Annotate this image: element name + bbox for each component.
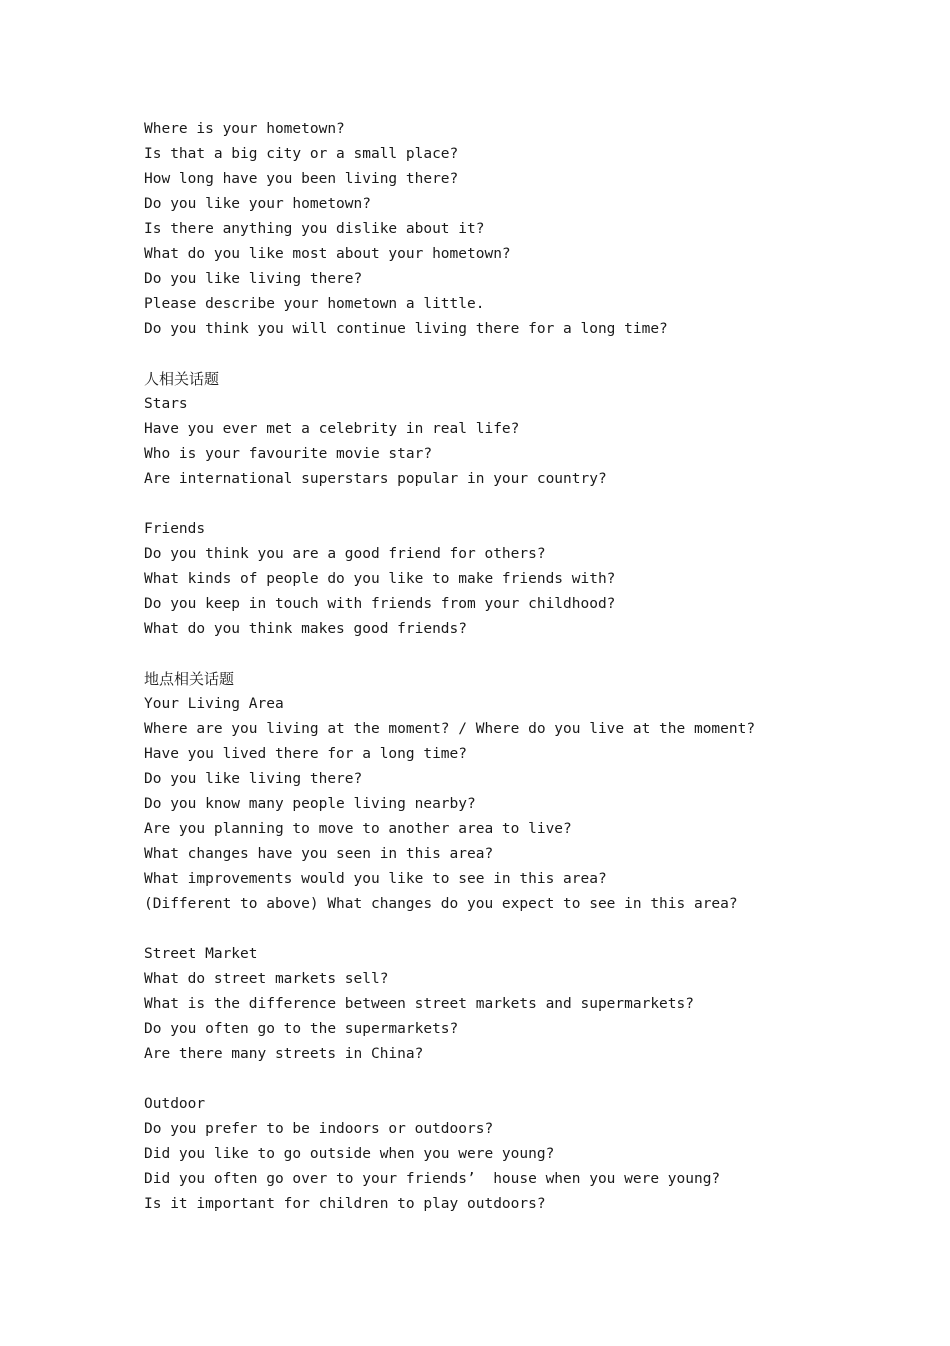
blank-line (144, 917, 924, 942)
question-line: What do you think makes good friends? (144, 621, 468, 637)
question-line: Do you keep in touch with friends from your childhood? (144, 596, 616, 612)
question-line: Who is your favourite movie star? (144, 446, 433, 462)
topic-title: Friends (144, 521, 206, 537)
section-heading: 人相关话题 (144, 370, 220, 388)
question-line: What do you like most about your hometown? (144, 246, 511, 262)
question-line: Do you know many people living nearby? (144, 796, 476, 812)
question-line: What changes have you seen in this area? (144, 846, 494, 862)
question-line: Where is your hometown? (144, 121, 345, 137)
section-heading: 地点相关话题 (144, 670, 235, 688)
blank-line (144, 1067, 924, 1092)
question-line: Do you think you are a good friend for others? (144, 546, 546, 562)
question-line: What kinds of people do you like to make friends with? (144, 571, 616, 587)
question-line: Are there many streets in China? (144, 1046, 424, 1062)
question-line: Do you think you will continue living there for a long time? (144, 321, 668, 337)
question-line: Have you lived there for a long time? (144, 746, 468, 762)
question-line: Do you like your hometown? (144, 196, 371, 212)
question-line: Did you like to go outside when you were young? (144, 1146, 555, 1162)
question-line: What is the difference between street markets and supermarkets? (144, 996, 694, 1012)
question-line: Are you planning to move to another area to live? (144, 821, 572, 837)
places-section (144, 667, 924, 1217)
people-section (144, 367, 924, 642)
question-line: Is that a big city or a small place? (144, 146, 459, 162)
question-line: Is it important for children to play outdoors? (144, 1196, 546, 1212)
question-line: Do you like living there? (144, 271, 363, 287)
question-line: How long have you been living there? (144, 171, 459, 187)
hometown-section (144, 117, 924, 342)
question-line: Where are you living at the moment? / Where do you live at the moment? (144, 721, 756, 737)
question-line: Are international superstars popular in your country? (144, 471, 607, 487)
question-line: Do you like living there? (144, 771, 363, 787)
question-line: Is there anything you dislike about it? (144, 221, 485, 237)
blank-line (144, 492, 924, 517)
question-line: Please describe your hometown a little. (144, 296, 485, 312)
topic-title: Outdoor (144, 1096, 206, 1112)
question-line: Do you often go to the supermarkets? (144, 1021, 459, 1037)
topic-title: Your Living Area (144, 696, 284, 712)
question-line: Do you prefer to be indoors or outdoors? (144, 1121, 494, 1137)
topic-title: Stars (144, 396, 188, 412)
question-line: Did you often go over to your friends’ house when you were young? (144, 1171, 721, 1187)
question-line: Have you ever met a celebrity in real life? (144, 421, 520, 437)
document-page (144, 117, 924, 1217)
blank-line (144, 642, 924, 667)
question-line: (Different to above) What changes do you expect to see in this area? (144, 896, 738, 912)
question-line: What improvements would you like to see in this area? (144, 871, 607, 887)
question-line: What do street markets sell? (144, 971, 389, 987)
topic-title: Street Market (144, 946, 258, 962)
blank-line (144, 342, 924, 367)
